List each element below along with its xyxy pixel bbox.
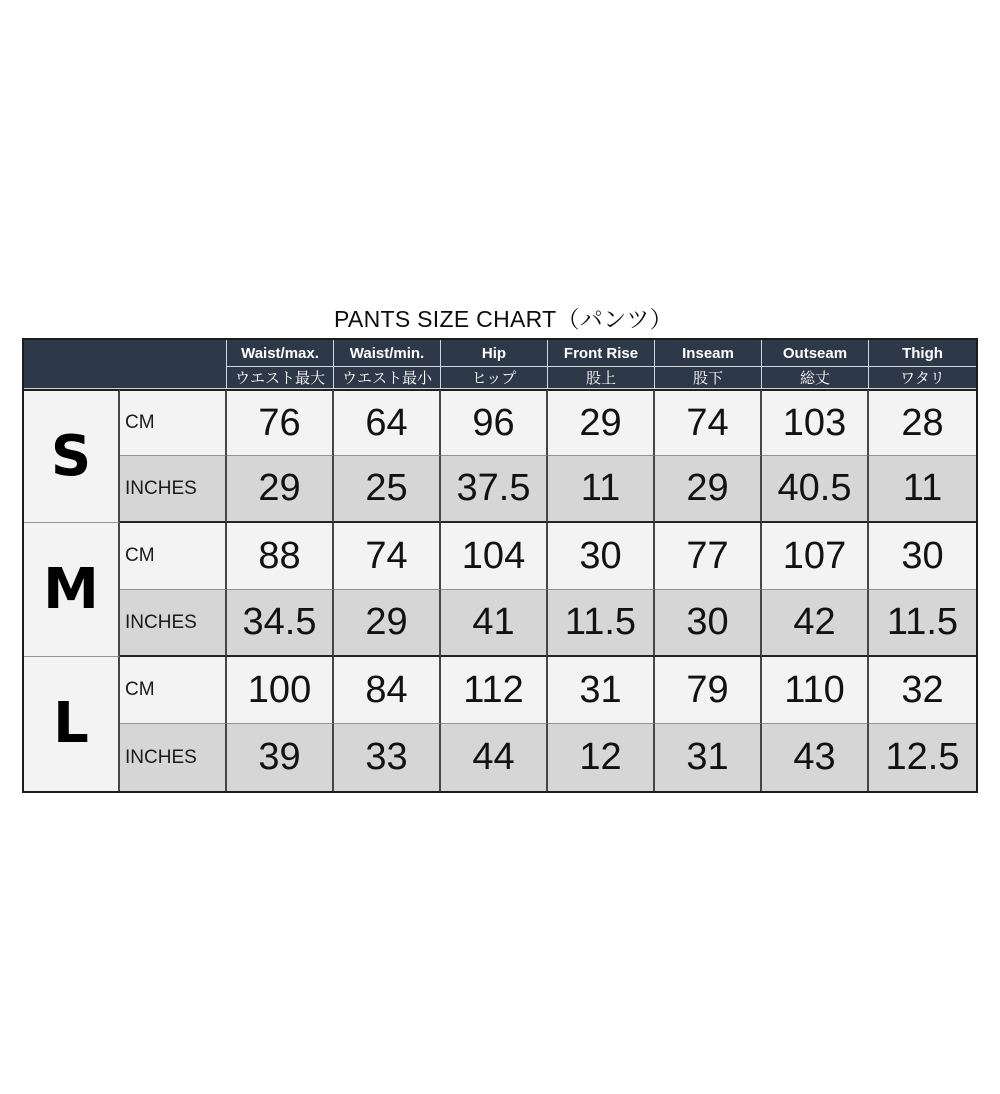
header-front-rise-jp: 股上 [548,367,655,389]
value-cell: 29 [655,456,762,523]
value-cell: 28 [869,389,976,456]
value-cell: 74 [655,389,762,456]
value-cell: 12 [548,724,655,791]
header-waist-max-jp: ウエスト最大 [227,367,334,389]
header-waist-min-en: Waist/min. [334,340,441,367]
row-l-inches [24,724,976,791]
unit-label-cm: CM [120,523,227,590]
header-row-english [24,340,976,367]
value-cell: 84 [334,657,441,724]
row-m-cm [24,523,976,590]
value-cell: 107 [762,523,869,590]
value-cell: 41 [441,590,548,657]
value-cell: 74 [334,523,441,590]
page-title: PANTS SIZE CHART（パンツ） [334,306,673,332]
value-cell: 40.5 [762,456,869,523]
value-cell: 64 [334,389,441,456]
row-m-inches [24,590,976,657]
value-cell: 39 [227,724,334,791]
value-cell: 29 [334,590,441,657]
value-cell: 30 [548,523,655,590]
size-label-s: S [24,389,120,523]
header-inseam-en: Inseam [655,340,762,367]
size-label-l: L [24,657,120,791]
value-cell: 29 [548,389,655,456]
value-cell: 79 [655,657,762,724]
value-cell: 31 [548,657,655,724]
value-cell: 88 [227,523,334,590]
value-cell: 11.5 [869,590,976,657]
value-cell: 32 [869,657,976,724]
header-thigh-jp: ワタリ [869,367,976,389]
value-cell: 12.5 [869,724,976,791]
value-cell: 100 [227,657,334,724]
value-cell: 76 [227,389,334,456]
value-cell: 11.5 [548,590,655,657]
header-outseam-en: Outseam [762,340,869,367]
value-cell: 44 [441,724,548,791]
value-cell: 110 [762,657,869,724]
header-outseam-jp: 総丈 [762,367,869,389]
unit-label-inches: INCHES [120,724,227,791]
value-cell: 34.5 [227,590,334,657]
row-s-inches [24,456,976,523]
value-cell: 103 [762,389,869,456]
header-hip-jp: ヒップ [441,367,548,389]
value-cell: 43 [762,724,869,791]
value-cell: 104 [441,523,548,590]
row-l-cm [24,657,976,724]
value-cell: 31 [655,724,762,791]
unit-label-inches: INCHES [120,456,227,523]
value-cell: 29 [227,456,334,523]
value-cell: 30 [655,590,762,657]
value-cell: 11 [869,456,976,523]
value-cell: 42 [762,590,869,657]
value-cell: 112 [441,657,548,724]
value-cell: 25 [334,456,441,523]
header-inseam-jp: 股下 [655,367,762,389]
header-corner-cell [24,340,227,389]
unit-label-cm: CM [120,389,227,456]
header-hip-en: Hip [441,340,548,367]
pants-size-table [22,338,978,793]
header-waist-min-jp: ウエスト最小 [334,367,441,389]
value-cell: 11 [548,456,655,523]
unit-label-inches: INCHES [120,590,227,657]
header-thigh-en: Thigh [869,340,976,367]
value-cell: 30 [869,523,976,590]
value-cell: 77 [655,523,762,590]
unit-label-cm: CM [120,657,227,724]
header-waist-max-en: Waist/max. [227,340,334,367]
row-s-cm [24,389,976,456]
size-label-m: M [24,523,120,657]
value-cell: 96 [441,389,548,456]
value-cell: 37.5 [441,456,548,523]
header-front-rise-en: Front Rise [548,340,655,367]
value-cell: 33 [334,724,441,791]
